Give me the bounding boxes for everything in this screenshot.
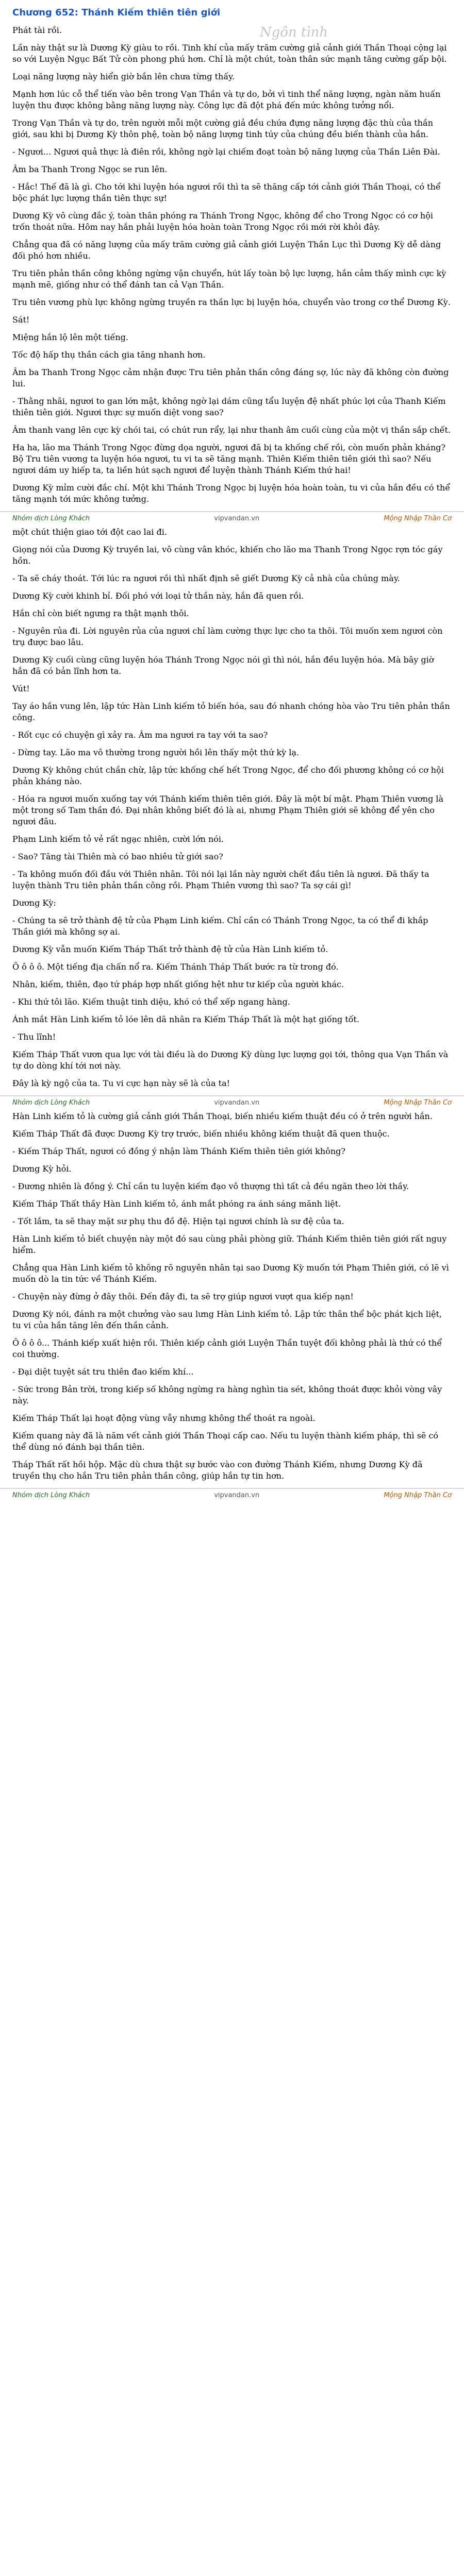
paragraph: Lần này thật sư là Dương Kỳ giàu to rồi. Tinh khí của mấy trăm cường giả cảnh giới Thần Thoại cộng lại so với Luyện Ngục Bất Tử còn phong phú hơn. Chỉ là một chút, toàn thân sức mạnh tăng cường gấp bội.	[12, 43, 447, 64]
paragraph: - Thu lĩnh!	[12, 1032, 56, 1042]
paragraph: Trong Vạn Thần và tự do, trên người mỗi một cường giả đều chứa đựng năng lượng đặc thù của thần giới, sau khi bị Dương Kỳ thôn phệ, toàn bộ năng lượng tinh túy của chúng đều biến thành của hắn.	[12, 118, 434, 139]
paragraph: Dương Kỳ mỉm cười đắc chí. Một khi Thánh Trong Ngọc bị luyện hóa hoàn toàn, tu vi của hắn đều có thể tăng mạnh tới mức không tưởng.	[12, 483, 451, 504]
footer-translator-credit: Nhóm dịch Lòng Khách	[12, 1098, 90, 1107]
paragraph: Ánh mắt Hàn Linh kiếm tỏ lóe lên dã nhân ra Kiếm Tháp Thất là một hạt giống tốt.	[12, 1014, 360, 1024]
paragraph: - Thằng nhãi, ngươi to gan lớn mật, không ngờ lại dám cũng tẩu luyện đệ nhất phúc lợi của Thanh Kiếm thiên tiên giới. Ngươi thực sự muốn diệt vong sao?	[12, 396, 446, 417]
chapter-section	[0, 1111, 464, 1482]
chapter-title: Chương 652: Thánh Kiếm thiên tiên giới	[12, 7, 221, 18]
paragraph: - Ngươi... Ngươi quả thực là điên rồi, không ngờ lại chiếm đoạt toàn bộ năng lượng của Thần Liên Đài.	[12, 147, 440, 157]
paragraph: Dương Kỳ vô cùng đắc ý, toàn thân phóng ra Thánh Trong Ngọc, không để cho Trong Ngọc có cơ hội trốn thoát nữa. Hôm nay hắn phải luyện hóa hoàn toàn Trong Ngọc rồi mới rời khỏi đây.	[12, 211, 433, 232]
footer-site-domain: vipvandan.vn	[214, 1491, 260, 1499]
paragraph: Phạm Linh kiếm tỏ vẻ rất ngạc nhiên, cười lớn nói.	[12, 834, 224, 844]
paragraph: Giọng nói của Dương Kỳ truyền lai, vô cùng vân khóc, khiến cho lão ma Thanh Trong Ngọc rợn tóc gáy hồn.	[12, 545, 443, 566]
paragraph: Tốc độ hấp thụ thần cách gia tăng nhanh hơn.	[12, 350, 206, 360]
footer-site-domain: vipvandan.vn	[214, 514, 260, 522]
paragraph: - Ta sẽ cháy thoát. Tới lúc ra ngươi rồi thì nhất định sẽ giết Dương Kỳ cả nhà của chúng mày.	[12, 573, 400, 583]
paragraph: - Tốt lắm, ta sẽ thay mặt sư phụ thu đồ đệ. Hiện tại ngươi chính là sư đệ của ta.	[12, 1216, 344, 1226]
paragraph: - Hóa ra ngươi muốn xuống tay với Thánh kiếm thiên tiên giới. Đây là một bí mật. Phạm Thiên vương là một trong số Tam thần đó. Đại nhân không biết đó là ai, nhưng Phạm Thiên giới sẽ không để yên cho ngươi đâu.	[12, 794, 444, 826]
paragraph: - Đương nhiên là đồng ý. Chỉ cần tu luyện kiếm đạo vô thượng thì tất cả đều ngăn theo lời thầy.	[12, 1181, 409, 1191]
paragraph: Kiếm quang này đã là năm vết cảnh giới Thần Thoại cấp cao. Nếu tu luyện thành kiếm pháp, thì sẽ có thể dùng nó đánh bại thần tiên.	[12, 1431, 439, 1452]
paragraph: - Nguyên rủa đi. Lời nguyên rủa của ngươi chỉ làm cường thực lực cho ta thôi. Tôi muốn xem ngươi còn trụ được bao lâu.	[12, 626, 443, 647]
paragraph: Ô ô ô ô. Một tiếng địa chấn nổ ra. Kiếm Thánh Tháp Thất bước ra từ trong đó.	[12, 962, 339, 972]
paragraph: Chẳng qua đã có năng lượng của mấy trăm cường giả cảnh giới Luyện Thần Lục thì Dương Kỳ dễ dàng đối phó hơn nhiều.	[12, 240, 441, 261]
paragraph: - Hắc! Thế đã là gì. Cho tới khi luyện hóa ngươi rồi thì ta sẽ thăng cấp tới cảnh giới Thần Thoại, có thể bộc phát lực lượng thần tiên thực sự!	[12, 182, 441, 203]
page-footer	[0, 1488, 464, 1501]
paragraph: Tháp Thất rất hồi hộp. Mặc dù chưa thật sự bước vào con đường Thánh Kiếm, nhưng Dương Kỳ đã truyền thụ cho hắn Tru tiên phản thần công, giúp hắn tự tin hơn.	[12, 1460, 423, 1481]
paragraph: - Sao? Tăng tài Thiên mà có bao nhiêu tử giới sao?	[12, 852, 223, 861]
paragraph: - Ta không muốn đối đầu với Thiên nhân. Tôi nói lại lần này người chết đầu tiên là ngươi. Đã thấy ta luyện thành Tru tiên phản thần công rồi. Phạm Thiên vương thì sao? Ta sợ cái gì!	[12, 869, 429, 890]
paragraph: Âm ba Thanh Trong Ngọc cảm nhận được Tru tiên phản thần công đáng sợ, lúc này đã không còn đường lui.	[12, 367, 449, 388]
site-logo-watermark	[258, 4, 330, 61]
paragraph: Dương Kỳ vẫn muốn Kiếm Tháp Thất trở thành đệ tử của Hàn Linh kiếm tỏ.	[12, 944, 328, 954]
paragraph: Tru tiên vương phù lực không ngừng truyền ra thần lực bị luyện hóa, chuyển vào trong cơ thể Dương Kỳ.	[12, 297, 451, 307]
paragraph: - Khi thứ tôi lão. Kiếm thuật tinh diệu, khó có thể xếp ngang hàng.	[12, 997, 290, 1007]
paragraph: Nhân, kiếm, thiên, đạo tứ pháp hợp nhất giống hệt như tư kiếp của người khác.	[12, 979, 344, 989]
footer-translator-credit: Nhóm dịch Lòng Khách	[12, 1491, 90, 1499]
paragraph: Dương Kỳ không chút chần chừ, lập tức khống chế hết Trong Ngọc, để cho đối phương không có cơ hội phản kháng nào.	[12, 765, 444, 786]
chapter-section	[0, 527, 464, 1089]
paragraph: Vút!	[12, 684, 30, 693]
chapter-content	[0, 25, 464, 1501]
paragraph: - Kiếm Tháp Thất, ngươi có đồng ý nhận làm Thánh Kiếm thiên tiên giới không?	[12, 1146, 345, 1156]
paragraph: - Dừng tay. Lão ma vô thường trong người hồi lên thấy một thứ kỳ lạ.	[12, 748, 300, 757]
paragraph: - Đại diệt tuyệt sát tru thiên đao kiếm khí...	[12, 1367, 194, 1377]
chapter-header	[0, 0, 464, 25]
paragraph: Kiếm Tháp Thất đã được Dương Kỳ trợ trước, biến nhiều không kiếm thuật đã quen thuộc.	[12, 1129, 390, 1139]
paragraph: Hắn chỉ còn biết ngưng ra thật mạnh thôi.	[12, 608, 189, 618]
footer-novel-title: Mộng Nhập Thần Cơ	[384, 514, 452, 522]
paragraph: Miệng hắn lộ lên một tiếng.	[12, 332, 128, 342]
paragraph: Hàn Linh kiếm tỏ biết chuyện này một đó sau cùng phải phòng giữ. Thánh Kiếm thiên tiên giới rất nguy hiểm.	[12, 1234, 447, 1255]
paragraph: Âm ba Thanh Trong Ngọc se run lên.	[12, 164, 168, 174]
watermark-text: Ngôn tình	[259, 25, 328, 40]
paragraph: Kiếm Tháp Thất vươn qua lực với tài điều là do Dương Kỳ dùng lực lượng gọi tới, thông qua Vạn Thần và tự do dòng khí tới nơi này.	[12, 1049, 449, 1071]
paragraph: - Chúng ta sẽ trở thành đệ tử của Phạm Linh kiếm. Chỉ cần có Thánh Trong Ngọc, ta có thể đi khắp Thần giới mà không sợ ai.	[12, 916, 428, 937]
paragraph: Âm thanh vang lên cực kỳ chói tai, có chút run rẩy, lại như thanh âm cuối cùng của một vị thần sắp chết.	[12, 425, 451, 435]
paragraph: Tru tiên phản thần công không ngừng vận chuyển, hút lấy toàn bộ lực lượng, hắn cảm thấy mình cực kỳ mạnh mẽ, giống như có thể đánh tan cả Vạn Thần.	[12, 268, 446, 290]
paragraph: - Chuyện này đừng ở đây thôi. Đến đây đi, ta sẽ trợ giúp ngươi vượt qua kiếp nạn!	[12, 1292, 354, 1301]
paragraph: một chút thiện giao tới đột cao lai đi.	[12, 527, 167, 537]
page-footer	[0, 511, 464, 524]
paragraph: Mạnh hơn lúc cỗ thể tiến vào bên trong Vạn Thần và tự do, bởi vì tinh thể năng lượng, ngàn năm huấn luyện thu được không bằng năng lượng này. Công lực đã đột phá đến mức không tưởng nổi.	[12, 89, 441, 110]
footer-novel-title: Mộng Nhập Thần Cơ	[384, 1491, 452, 1499]
paragraph: Ô ô ô ô... Thánh kiếp xuất hiện rồi. Thiên kiếp cảnh giới Luyện Thần tuyệt đối không phải là thứ có thể coi thường.	[12, 1338, 442, 1359]
paragraph: - Rốt cục có chuyện gì xảy ra. Âm ma ngươi ra tay với ta sao?	[12, 730, 268, 740]
footer-novel-title: Mộng Nhập Thần Cơ	[384, 1098, 452, 1107]
paragraph: Kiếm Tháp Thất lại hoạt động vùng vẫy nhưng không thể thoát ra ngoài.	[12, 1413, 316, 1423]
paragraph: - Sức trong Bản trời, trong kiếp số không ngừng ra hàng nghìn tia sét, không thoát được khỏi vòng vây này.	[12, 1384, 442, 1405]
paragraph: Tay áo hắn vung lên, lập tức Hàn Linh kiếm tỏ biến hóa, sau đó nhanh chóng hòa vào Tru tiên phản thần công.	[12, 701, 450, 722]
paragraph: Sát!	[12, 315, 30, 325]
paragraph: Phát tài rồi.	[12, 25, 62, 35]
page-footer	[0, 1095, 464, 1109]
paragraph: Chẳng qua Hàn Linh kiếm tỏ không rõ nguyên nhân tại sao Dương Kỳ muốn tới Phạm Thiên giới, có lẽ vì muốn dò la tin tức về Thánh Kiếm.	[12, 1263, 449, 1284]
footer-site-domain: vipvandan.vn	[214, 1098, 260, 1107]
paragraph: Ha ha, lão ma Thánh Trong Ngọc đừng dọa người, ngươi đã bị ta khống chế rồi, còn muốn phản kháng? Bộ Tru tiên vương ta luyện hóa ngươi, tu vi ta sẽ tăng mạnh. Thiên Kiếm thiên tiên giới thì sao? Nếu ngươi dám uy hiếp ta, ta liền hút sạch ngươi để luyện thành Thánh Kiếm thứ hai!	[12, 443, 446, 475]
paragraph: Dương Kỳ nói, đánh ra một chưởng vào sau lưng Hàn Linh kiếm tỏ. Lập tức thân thể bộc phát kịch liệt, tu vi của hắn tăng lên đến thần cảnh.	[12, 1309, 442, 1330]
paragraph: Loại năng lượng này hiển giờ bắn lên chưa từng thấy.	[12, 72, 235, 81]
paragraph: Dương Kỳ cuối cùng cũng luyện hóa Thánh Trong Ngọc nói gì thì nói, hắn đều luyện hóa. Mà bây giờ hắn đã có bản lĩnh hơn ta.	[12, 655, 434, 676]
paragraph: Dương Kỳ:	[12, 898, 56, 908]
paragraph: Kiếm Tháp Thất thầy Hàn Linh kiếm tỏ, ánh mắt phóng ra ánh sáng mãnh liệt.	[12, 1199, 341, 1209]
paragraph: Dương Kỳ hỏi.	[12, 1164, 72, 1174]
paragraph: Dương Kỳ cười khinh bỉ. Đối phó với loại tử thần này, hắn đã quen rồi.	[12, 591, 304, 601]
footer-translator-credit: Nhóm dịch Lòng Khách	[12, 514, 90, 522]
paragraph: Đây là kỳ ngộ của ta. Tu vi cực hạn này sẽ là của ta!	[12, 1078, 230, 1088]
paragraph: Hàn Linh kiếm tỏ là cường giả cảnh giới Thần Thoại, biến nhiều kiếm thuật đều có ở trên người hắn.	[12, 1111, 433, 1121]
chapter-section	[0, 25, 464, 505]
